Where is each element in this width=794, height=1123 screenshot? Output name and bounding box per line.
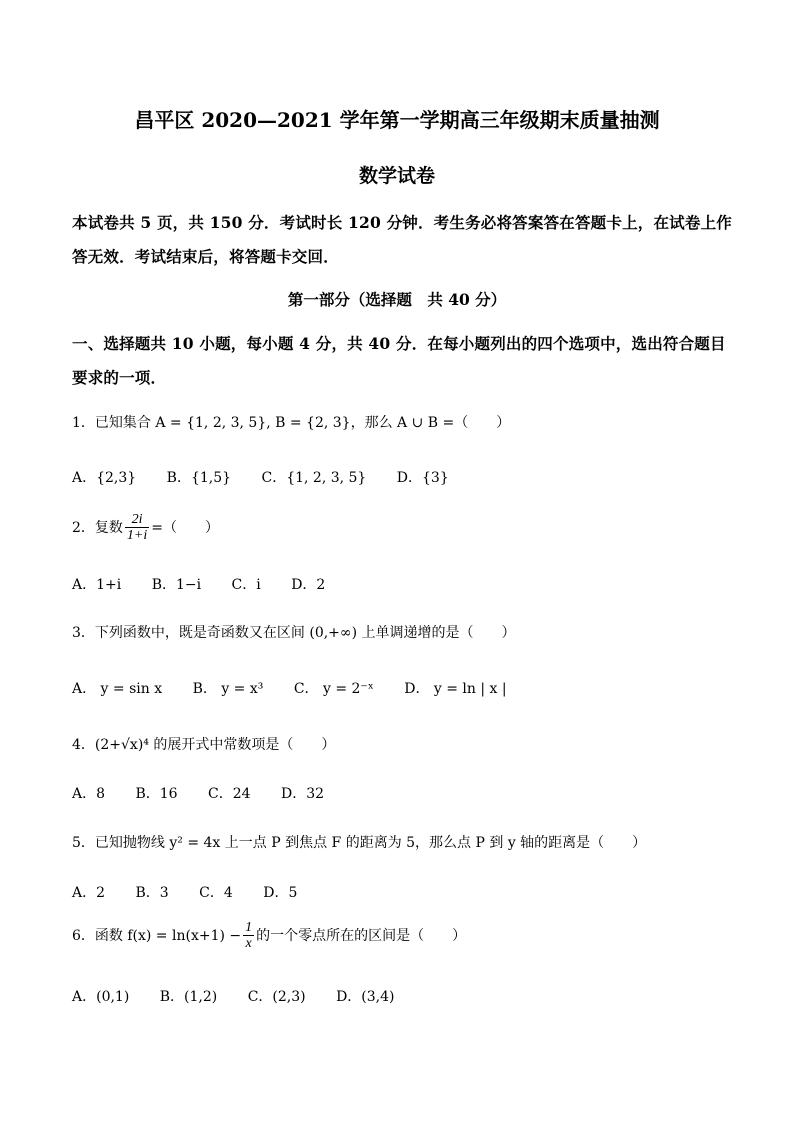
option-a: A．2 [72,885,106,901]
option-c: C．24 [208,786,251,802]
stem-suffix: 的一个零点所在的区间是（ ） [256,927,467,944]
question-6-options [72,986,420,1006]
question-3-options [72,678,533,698]
fraction-numerator: 2i [125,512,149,528]
option-d: D．{3} [396,470,449,486]
part-heading: 第一部分（选择题 共 40 分） [287,290,507,309]
intro-line-2: 答无效．考试结束后，将答题卡交回． [72,247,339,266]
option-c: C．4 [199,885,233,901]
section-instruction-line-1: 一、选择题共 10 小题，每小题 4 分，共 40 分．在每小题列出的四个选项中，选出符合题目 [72,334,726,353]
fraction-numerator: 1 [245,920,253,935]
option-b: B．16 [135,786,178,802]
option-b: B．1−i [151,577,202,593]
question-3-stem: 3．下列函数中，既是奇函数又在区间 (0,+∞) 上单调递增的是（ ） [72,625,516,641]
fraction-denominator: x [245,936,252,952]
option-a: A．8 [72,786,106,802]
option-a: A．1+i [72,577,122,593]
exam-title: 昌平区 2020—2021 学年第一学期高三年级期末质量抽测 [134,108,660,132]
option-c: C．i [231,577,261,593]
option-b: B． y = x³ [192,681,264,697]
exam-subtitle: 数学试卷 [358,165,435,187]
question-1-stem: 1．已知集合 A = {1, 2, 3, 5}, B = {2, 3}，那么 A ∪ B =（ ） [72,415,511,431]
fraction [125,512,149,544]
option-a: A．{2,3} [72,470,137,486]
stem-suffix: =（ ） [151,519,219,536]
question-2-options [72,574,351,594]
option-d: D．5 [263,885,298,901]
option-d: D．2 [291,577,326,593]
option-a: A． y = sin x [72,681,163,697]
option-d: D．32 [281,786,325,802]
question-4-options [72,783,350,803]
stem-prefix: 6．函数 f(x) = ln(x+1) − [72,927,242,944]
question-6-stem [72,920,466,952]
fraction-denominator: 1+i [126,528,148,544]
option-a: A．(0,1) [72,989,130,1005]
question-2-stem [72,512,219,544]
stem-prefix: 2．复数 [72,519,123,536]
option-d: D．(3,4) [336,989,395,1005]
question-1-options [72,467,475,487]
fraction [243,920,254,952]
intro-line-1: 本试卷共 5 页，共 150 分．考试时长 120 分钟．考生务必将答案答在答题卡上，在试卷上作 [72,213,732,232]
option-d: D． y = ln | x | [404,681,507,697]
option-b: B．(1,2) [159,989,218,1005]
option-c: C．(2,3) [247,989,306,1005]
option-c: C． y = 2⁻ˣ [293,681,374,697]
section-instruction-line-2: 要求的一项． [72,368,167,387]
question-5-stem: 5．已知抛物线 y² = 4x 上一点 P 到焦点 F 的距离为 5，那么点 P 到 y 轴的距离是（ ） [72,835,647,851]
option-b: B．3 [135,885,169,901]
option-b: B．{1,5} [166,470,232,486]
question-4-stem: 4．(2+√x)⁴ 的展开式中常数项是（ ） [72,737,336,753]
question-5-options [72,882,323,902]
option-c: C．{1, 2, 3, 5} [261,470,367,486]
